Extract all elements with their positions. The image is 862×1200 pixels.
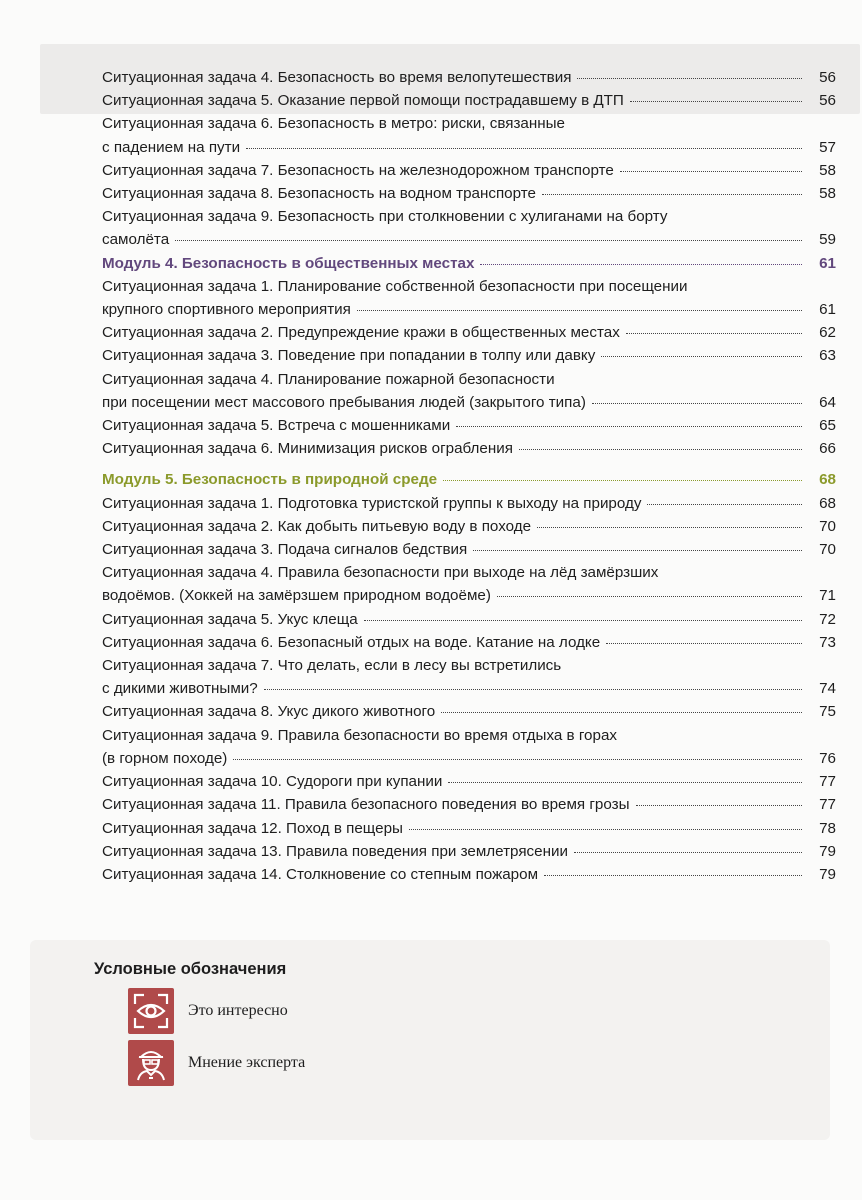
toc-entry (102, 368, 836, 414)
toc-entry-line (102, 608, 836, 631)
toc-entry-title: Ситуационная задача 2. Предупреждение кражи в общественных местах (102, 324, 620, 342)
dot-leader (497, 596, 802, 597)
toc-entry-title: при посещении мест массового пребывания людей (закрытого типа) (102, 393, 586, 411)
dot-leader (246, 148, 802, 149)
dot-leader (577, 78, 802, 79)
toc-entry-line (102, 182, 836, 205)
toc-entry-line (102, 747, 836, 770)
legend-item-expert (128, 1040, 494, 1086)
toc-entry-line (102, 321, 836, 344)
page-number: 63 (819, 347, 836, 365)
toc-entry-line (102, 228, 836, 251)
toc-entry-title: водоёмов. (Хоккей на замёрзшем природном водоёме) (102, 587, 491, 605)
toc-entry (102, 344, 836, 367)
toc-entry-title: самолёта (102, 231, 170, 249)
dot-leader (636, 805, 802, 806)
dot-leader (456, 426, 802, 427)
toc-entry-title: Ситуационная задача 6. Безопасный отдых на воде. Катание на лодке (102, 633, 601, 651)
legend-title: Условные обозначения (94, 960, 287, 978)
dot-leader (364, 620, 802, 621)
toc-entry-title: Ситуационная задача 4. Планирование пожарной безопасности (102, 370, 555, 388)
toc-entry-line (102, 159, 836, 182)
toc-entry-title: Ситуационная задача 4. Правила безопасности при выходе на лёд замёрзших (102, 564, 659, 582)
module-title: Модуль 5. Безопасность в природной среде (102, 471, 438, 489)
toc-entry-line (102, 391, 836, 414)
toc-entry-title: Ситуационная задача 3. Поведение при попадании в толпу или давку (102, 347, 596, 365)
dot-leader (175, 240, 802, 241)
toc-entry-line (102, 724, 836, 747)
dot-leader (626, 333, 802, 334)
page-number: 73 (819, 633, 836, 651)
page-number: 78 (819, 819, 836, 837)
toc-entry-line (102, 368, 836, 391)
page-number: 68 (819, 494, 836, 512)
page-number: 68 (819, 471, 836, 489)
toc-entry-title: Ситуационная задача 13. Правила поведения при землетрясении (102, 842, 568, 860)
toc-entry (102, 205, 836, 251)
toc-entry (102, 700, 836, 723)
dot-leader (357, 310, 802, 311)
toc-module-heading (102, 252, 836, 275)
toc-entry-line (102, 631, 836, 654)
toc-entry (102, 817, 836, 840)
toc-entry-title: Ситуационная задача 14. Столкновение со степным пожаром (102, 865, 539, 883)
toc-entry (102, 538, 836, 561)
toc-entry-title: Ситуационная задача 4. Безопасность во время велопутешествия (102, 69, 572, 86)
toc-entry (102, 840, 836, 863)
toc-entry (102, 631, 836, 654)
toc-entry-title: Ситуационная задача 7. Что делать, если в лесу вы встретились (102, 657, 562, 675)
toc-entry-line (102, 515, 836, 538)
dot-leader (480, 264, 802, 265)
legend-label-interesting: Это интересно (188, 1002, 288, 1019)
page-number: 72 (819, 610, 836, 628)
dot-leader (542, 194, 802, 195)
toc-entry-line (102, 538, 836, 561)
toc-entry-title: Ситуационная задача 9. Правила безопасности во время отдыха в горах (102, 726, 617, 744)
legend-label-expert: Мнение эксперта (188, 1054, 306, 1071)
dot-leader (574, 852, 802, 853)
dot-leader (443, 480, 802, 481)
toc-entry (102, 561, 836, 607)
toc-entry (102, 515, 836, 538)
toc-entry-title: Ситуационная задача 8. Укус дикого животного (102, 703, 436, 721)
legend-item-interesting (128, 988, 494, 1034)
toc-entry-line (102, 414, 836, 437)
toc-entry-line (102, 89, 836, 112)
toc-entry (102, 437, 836, 460)
toc-entry (102, 863, 836, 886)
toc-entry-line (102, 112, 836, 135)
toc-entry-title: Ситуационная задача 3. Подача сигналов бедствия (102, 541, 468, 559)
toc-entry-title: Ситуационная задача 6. Минимизация рисков ограбления (102, 440, 513, 458)
page-number: 79 (819, 865, 836, 883)
toc-entry-title: Ситуационная задача 2. Как добыть питьевую воду в походе (102, 517, 532, 535)
toc-entry (102, 770, 836, 793)
page-number: 58 (819, 161, 836, 179)
dot-leader (630, 101, 802, 102)
page-number: 62 (819, 324, 836, 342)
page-number: 57 (819, 138, 836, 156)
toc-entry-line (102, 700, 836, 723)
toc-entry-title: с дикими животными? (102, 680, 258, 698)
toc-entry (102, 159, 836, 182)
toc-entry (102, 89, 836, 112)
toc-entry-title: Ситуационная задача 10. Судороги при купании (102, 773, 443, 791)
toc-entry-line (102, 275, 836, 298)
page-number: 77 (819, 773, 836, 791)
toc-entry-title: Ситуационная задача 9. Безопасность при столкновении с хулиганами на борту (102, 208, 668, 226)
dot-leader (537, 527, 802, 528)
legend (94, 958, 494, 1092)
dot-leader (601, 356, 802, 357)
toc-entry-title: Ситуационная задача 12. Поход в пещеры (102, 819, 403, 837)
toc-entry (102, 492, 836, 515)
page-number: 77 (819, 796, 836, 814)
dot-leader (233, 759, 802, 760)
module-title: Модуль 4. Безопасность в общественных местах (102, 254, 475, 272)
toc-entry (102, 414, 836, 437)
page-number: 70 (819, 541, 836, 559)
page-number: 75 (819, 703, 836, 721)
toc-entry-line (102, 136, 836, 159)
toc-entry (102, 275, 836, 321)
page-number: 56 (819, 92, 836, 110)
toc-entry-title: Ситуационная задача 1. Подготовка туристской группы к выходу на природу (102, 494, 642, 512)
toc-entry-line (102, 817, 836, 840)
page-number: 64 (819, 393, 836, 411)
toc-entry-line (102, 863, 836, 886)
toc-entry-line (102, 205, 836, 228)
toc-entry-line (102, 793, 836, 816)
eye-icon (128, 988, 174, 1034)
toc-entry-line (102, 654, 836, 677)
toc-entry (102, 321, 836, 344)
toc-entry (102, 182, 836, 205)
dot-leader (647, 504, 802, 505)
toc-entry-line (102, 584, 836, 607)
toc-entry-title: (в горном походе) (102, 749, 228, 767)
toc-entry-title: крупного спортивного мероприятия (102, 301, 351, 319)
dot-leader (592, 403, 802, 404)
dot-leader (409, 829, 802, 830)
toc-entry-line (102, 677, 836, 700)
page-number: 76 (819, 749, 836, 767)
toc-entry-title: Ситуационная задача 5. Встреча с мошенниками (102, 417, 451, 435)
page-number: 61 (819, 301, 836, 319)
page-number: 79 (819, 842, 836, 860)
page-number: 56 (819, 69, 836, 86)
page-number: 58 (819, 185, 836, 203)
dot-leader (264, 689, 802, 690)
toc-entry-title: Ситуационная задача 5. Оказание первой помощи пострадавшему в ДТП (102, 92, 624, 110)
toc-entry-line (102, 770, 836, 793)
toc-entry-title: Ситуационная задача 7. Безопасность на железнодорожном транспорте (102, 161, 614, 179)
toc-entry-title: Ситуационная задача 8. Безопасность на водном транспорте (102, 185, 536, 203)
toc-entry-line (102, 66, 836, 89)
page-number: 61 (819, 254, 836, 272)
dot-leader (620, 171, 802, 172)
toc-entry-line (102, 298, 836, 321)
dot-leader (441, 712, 802, 713)
page-number: 71 (819, 587, 836, 605)
toc-entry-line (102, 840, 836, 863)
toc-entry-line (102, 561, 836, 584)
toc-entry (102, 654, 836, 700)
toc-entry-line (102, 252, 836, 275)
toc-entry (102, 66, 836, 89)
table-of-contents (102, 66, 836, 886)
dot-leader (473, 550, 802, 551)
toc-entry-line (102, 468, 836, 491)
toc-entry-title: Ситуационная задача 6. Безопасность в метро: риски, связанные (102, 115, 566, 133)
toc-entry-line (102, 344, 836, 367)
page-number: 65 (819, 417, 836, 435)
page-number: 74 (819, 680, 836, 698)
toc-entry (102, 793, 836, 816)
toc-entry-line (102, 437, 836, 460)
toc-entry-title: Ситуационная задача 5. Укус клеща (102, 610, 358, 628)
toc-entry (102, 112, 836, 158)
expert-icon (128, 1040, 174, 1086)
toc-entry-title: с падением на пути (102, 138, 241, 156)
toc-module-heading (102, 468, 836, 491)
dot-leader (519, 449, 802, 450)
toc-entry-title: Ситуационная задача 1. Планирование собственной безопасности при посещении (102, 277, 688, 295)
toc-entry-line (102, 492, 836, 515)
dot-leader (606, 643, 802, 644)
dot-leader (544, 875, 802, 876)
page-number: 59 (819, 231, 836, 249)
dot-leader (448, 782, 802, 783)
page-number: 66 (819, 440, 836, 458)
toc-entry-title: Ситуационная задача 11. Правила безопасного поведения во время грозы (102, 796, 630, 814)
toc-entry (102, 724, 836, 770)
page-number: 70 (819, 517, 836, 535)
toc-entry (102, 608, 836, 631)
